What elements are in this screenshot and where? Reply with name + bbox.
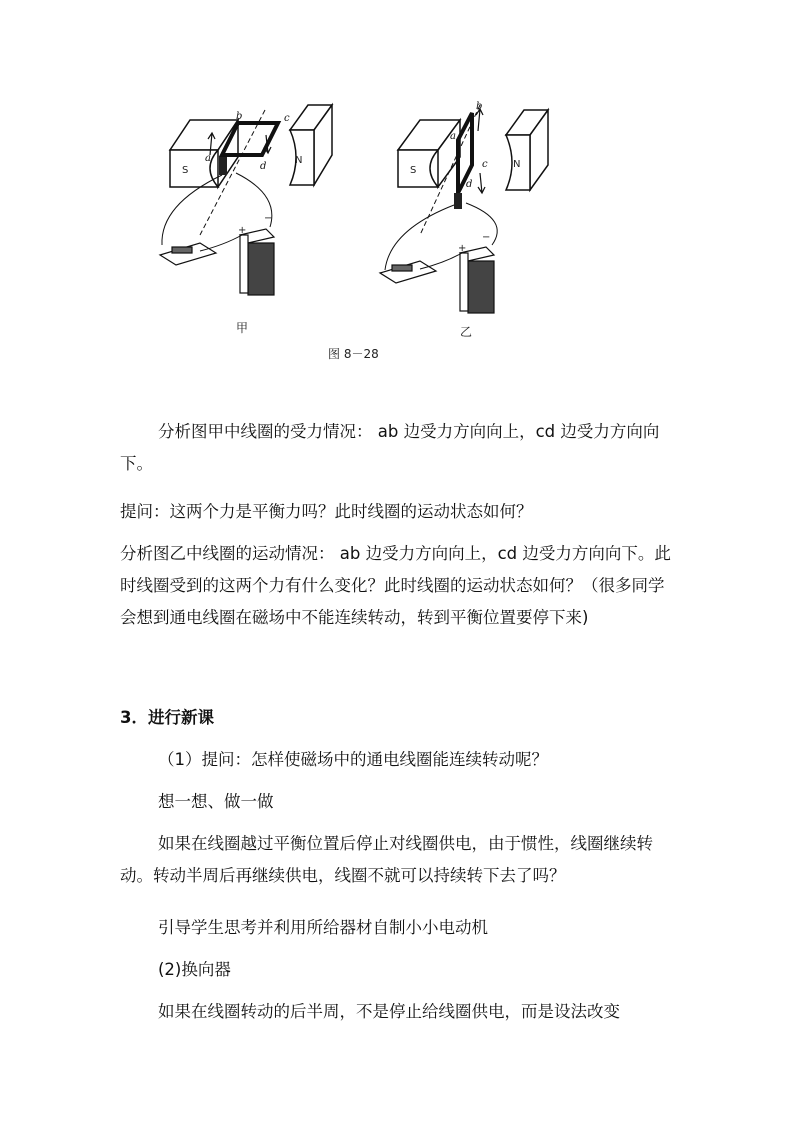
commutator-left	[219, 157, 227, 175]
svg-text:a: a	[205, 153, 211, 164]
paragraph-analysis-a: 分析图甲中线圈的受力情况： ab 边受力方向向上，cd 边受力方向向下。	[120, 422, 660, 473]
svg-text:S: S	[410, 165, 417, 176]
pole-s-label: S	[182, 165, 189, 176]
commutator-right	[454, 193, 462, 209]
switch-right	[380, 261, 436, 283]
figure-caption: 图 8－28	[328, 347, 379, 361]
svg-text:a: a	[450, 131, 456, 142]
section-heading: 3．进行新课	[120, 708, 214, 727]
svg-text:d: d	[466, 179, 473, 190]
setup-right	[380, 101, 548, 313]
svg-text:c: c	[284, 113, 290, 124]
svg-text:d: d	[260, 161, 267, 172]
svg-text:−: −	[482, 232, 491, 243]
switch-left	[160, 243, 216, 265]
magnet-n-left	[290, 105, 332, 185]
svg-text:−: −	[264, 213, 273, 224]
paragraph-question-2: （1）提问：怎样使磁场中的通电线圈能连续转动呢？	[158, 750, 548, 769]
svg-text:N: N	[513, 159, 521, 170]
paragraph-inertia: 如果在线圈越过平衡位置后停止对线圈供电，由于惯性，线圈继续转动。转动半周后再继续供电，线圈不就可以持续转下去了吗？	[120, 834, 653, 885]
figure-8-28	[140, 95, 560, 365]
label-jia: 甲	[236, 321, 249, 335]
paragraph-analysis-b: 分析图乙中线圈的运动情况： ab 边受力方向向上，cd 边受力方向向下。此时线圈受到的这两个力有什么变化？此时线圈的运动状态如何？（很多同学会想到通电线圈在磁场中不能连续转动，转到平衡位置要停下来)	[120, 544, 671, 627]
paragraph-question-1: 提问：这两个力是平衡力吗？此时线圈的运动状态如何？	[120, 502, 533, 521]
paragraph-think: 想一想、做一做	[158, 792, 274, 811]
pole-n-label: N	[295, 155, 303, 166]
magnet-n-right	[506, 110, 548, 190]
svg-text:b: b	[476, 101, 483, 112]
paragraph-commutator: (2)换向器	[158, 960, 231, 979]
setup-left	[160, 105, 332, 295]
label-yi: 乙	[460, 325, 473, 339]
svg-text:+: +	[238, 225, 247, 236]
svg-text:b: b	[236, 111, 243, 122]
paragraph-change: 如果在线圈转动的后半周，不是停止给线圈供电，而是设法改变	[158, 1002, 620, 1021]
paragraph-guide: 引导学生思考并利用所给器材自制小小电动机	[158, 918, 488, 937]
svg-text:+: +	[458, 243, 467, 254]
svg-text:c: c	[482, 159, 488, 170]
battery-left	[240, 229, 274, 295]
battery-right	[460, 247, 494, 313]
motor-diagram	[140, 95, 560, 365]
